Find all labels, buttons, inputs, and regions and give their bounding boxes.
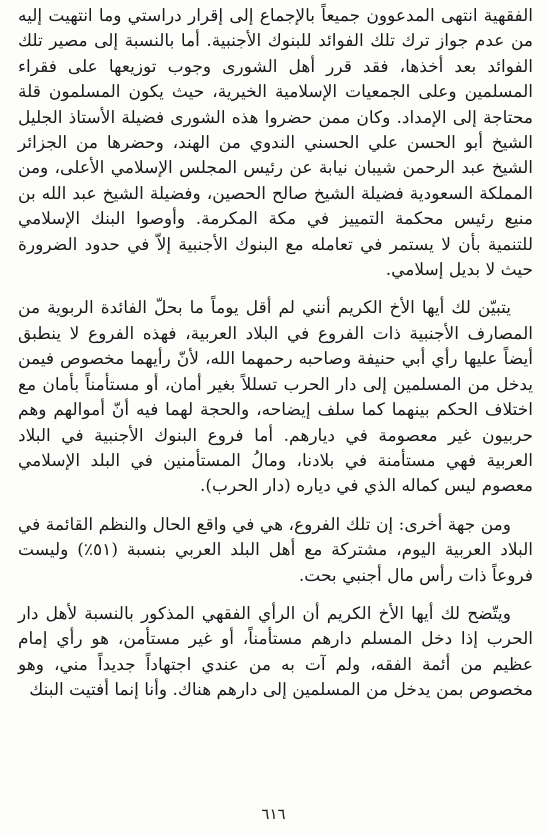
paragraph-4: ويتّضح لك أيها الأخ الكريم أن الرأي الفقهي المذكور بالنسبة لأهل دار الحرب إذا دخل المسلم دارهم مستأمناً، أو غير مستأمن، هو رأي إمام عظيم من أئمة الفقه، ولم آت به من عندي اجتهاداً جديداً مني، وهو مخصوص بمن يدخل من المسلمين إلى دارهم هناك. وأنا إنما أفتيت البنك — [18, 603, 533, 701]
paragraph-1: الفقهية انتهى المدعوون جميعاً بالإجماع إلى إقرار دراستي وما انتهيت إليه من عدم جواز ترك تلك الفوائد للبنوك الأجنبية. أما بالنسبة إلى مصير تلك الفوائد بعد أخذها، فقد قرر أهل الشورى وجوب توزيعها على فقراء المسلمين وعلى الجمعيات الإسلامية الخيرية، حيث يكون المسلمون قلة محتاجة إلى الإمداد. وكان ممن حضروا هذه الشورى فضيلة الأستاذ الجليل الشيخ أبو الحسن علي الحسني الندوي من الهند، وحضرها من الجزائر الشيخ عبد الرحمن شيبان نيابة عن رئيس المجلس الإسلامي الأعلى، ومن المملكة السعودية فضيلة الشيخ صالح الحصين، وفضيلة الشيخ عبد الله بن منيع رئيس محكمة التمييز في مكة المكرمة. وأوصوا البنك الإسلامي للتنمية بأن لا يستمر في تعامله مع البنوك الأجنبية إلاّ في حدود الضرورة حيث لا بديل إسلامي. — [18, 6, 533, 281]
page-footer — [0, 805, 547, 823]
paragraph-2: يتبيّن لك أيها الأخ الكريم أنني لم أقل يوماً ما بحلّ الفائدة الربوية من المصارف الأجنبية ذات الفروع في البلاد العربية، فهذه الفروع لا ينطبق أيضاً عليها رأي أبي حنيفة وصاحبه رحمهما الله، لأنّ رأيهما مخصوص فيمن يدخل من المسلمين إلى دار الحرب تسللاً بغير أمان، أو مستأمناً بأمان مع اختلاف الحكم بينهما كما سلف إيضاحه، والحجة لهما فيه أنّ أموالهم وهم حربيون غير معصومة في ديارهم. أما فروع البنوك الأجنبية في البلاد العربية فهي مستأمنة في بلادنا، ومالُ المستأمنين في البلد الإسلامي معصوم ليس كماله الذي في دياره (دار الحرب). — [18, 298, 533, 497]
page-number: ٦١٦ — [261, 805, 286, 823]
paragraph-3: ومن جهة أخرى: إن تلك الفروع، هي في واقع الحال والنظم القائمة في البلاد العربية اليوم، مشتركة مع أهل البلد العربي بنسبة (٥١٪) وليست فروعاً ذات رأس مال أجنبي بحت. — [18, 514, 534, 586]
body-text — [18, 4, 533, 704]
